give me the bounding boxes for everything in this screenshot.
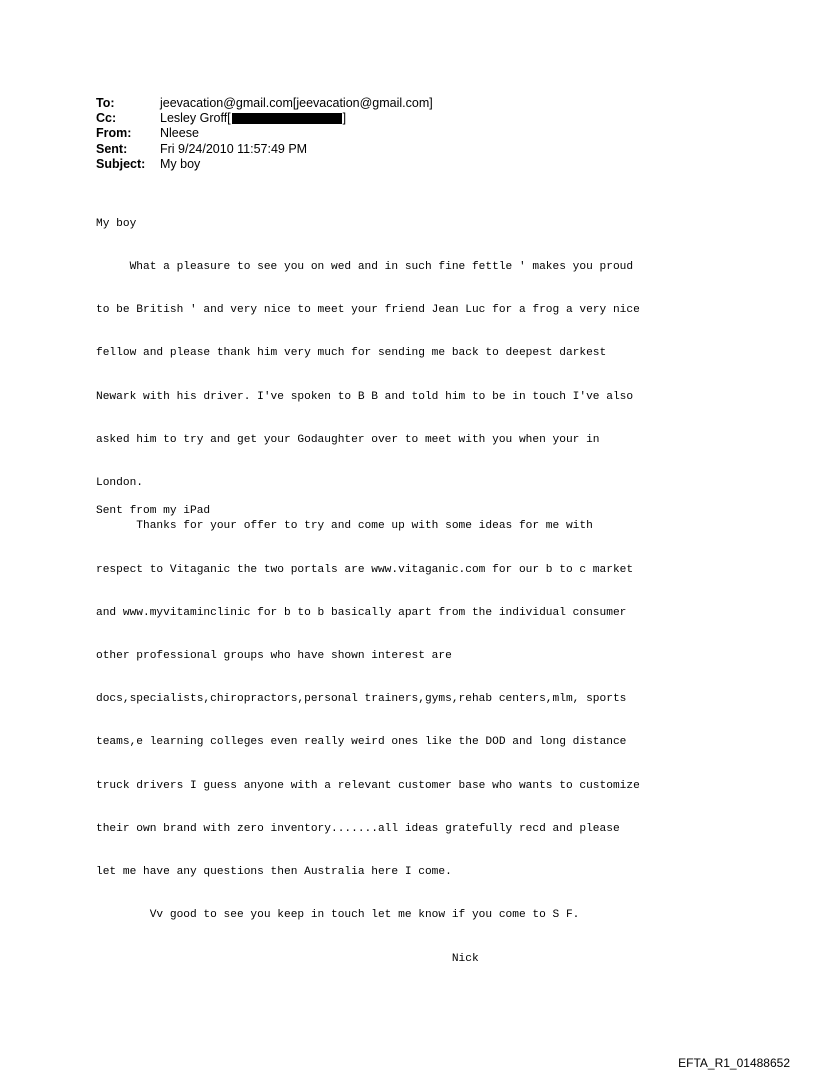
body-line: asked him to try and get your Godaughter over to meet with you when your in <box>96 433 600 446</box>
body-line: to be British ' and very nice to meet your friend Jean Luc for a frog a very nice <box>96 304 640 317</box>
body-line: docs,specialists,chiropractors,personal trainers,gyms,rehab centers,mlm, sports <box>96 693 627 706</box>
sent-row <box>96 142 433 157</box>
body-line: Vv good to see you keep in touch let me know if you come to S F. <box>96 909 580 922</box>
subject-value: My boy <box>160 156 201 171</box>
sent-from-signoff: Sent from my iPad <box>96 505 211 517</box>
body-line: let me have any questions then Australia here I come. <box>96 866 452 879</box>
body-line: respect to Vitaganic the two portals are www.vitaganic.com for our b to c market <box>96 563 634 576</box>
document-id: EFTA_R1_01488652 <box>678 1056 790 1070</box>
body-line: other professional groups who have shown interest are <box>96 650 452 662</box>
body-line: Newark with his driver. I've spoken to B B and told him to be in touch I've also <box>96 390 634 403</box>
body-line: London. <box>96 477 143 490</box>
body-line: What a pleasure to see you on wed and in such fine fettle ' makes you proud <box>96 261 634 274</box>
email-body <box>96 188 640 980</box>
cc-row <box>96 111 433 126</box>
email-header <box>96 96 433 172</box>
redaction-bar <box>232 113 342 124</box>
body-line: My boy <box>96 217 137 230</box>
sent-label: Sent: <box>96 141 128 156</box>
cc-value <box>160 111 346 126</box>
body-line: Thanks for your offer to try and come up with some ideas for me with <box>96 520 593 533</box>
to-value: jeevacation@gmail.com[jeevacation@gmail.com] <box>160 96 433 110</box>
body-line: truck drivers I guess anyone with a relevant customer base who wants to customize <box>96 779 640 792</box>
from-value: Nleese <box>160 126 199 141</box>
body-line: and www.myvitaminclinic for b to b basically apart from the individual consumer <box>96 606 627 619</box>
subject-row <box>96 157 433 172</box>
body-line: teams,e learning colleges even really weird ones like the DOD and long distance <box>96 736 627 749</box>
from-row <box>96 126 433 141</box>
body-line: their own brand with zero inventory.......all ideas gratefully recd and please <box>96 822 620 835</box>
to-label: To: <box>96 96 115 110</box>
sent-value: Fri 9/24/2010 11:57:49 PM <box>160 141 308 156</box>
to-row <box>96 96 433 111</box>
signature-line: Nick <box>96 952 479 965</box>
subject-label: Subject: <box>96 156 146 171</box>
from-label: From: <box>96 126 132 141</box>
cc-name: Lesley Groff[ <box>160 111 231 126</box>
cc-label: Cc: <box>96 111 117 126</box>
body-line: fellow and please thank him very much for sending me back to deepest darkest <box>96 347 607 360</box>
cc-close-bracket: ] <box>342 111 347 126</box>
